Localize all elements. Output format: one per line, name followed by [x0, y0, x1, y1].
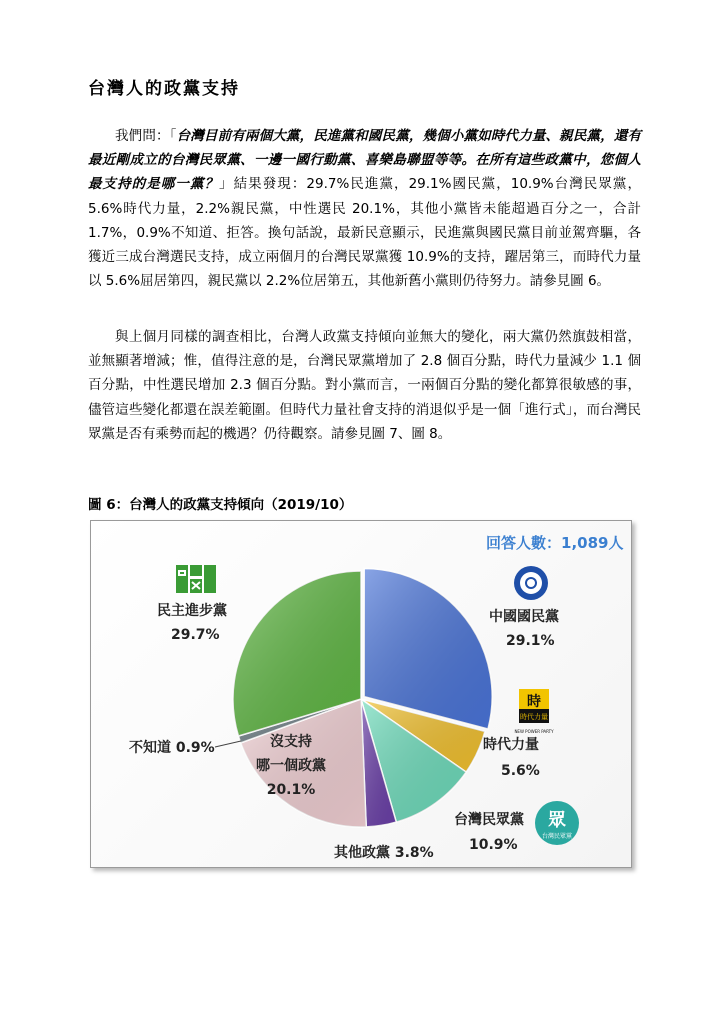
paragraph-1-results: 」結果發現：29.7%民進黨，29.1%國民黨，10.9%台灣民眾黨，5.6%時代力量，2.2%親民黨，中性選民 20.1%，其他小黨皆未能超過百分之一，合計 1.7%，0.9%不知道、拒答。換句話說，最新民意顯示，民進黨與國民黨目前並駕齊驅，各獲近三成台灣選民支持，成立兩個月的台灣民眾黨獲 10.9%的支持，躍居第三，而時代力量以 5.6%屈居第四，親民黨以 2.2%位居第五，其他新舊小黨則仍待努力。請參見圖 6。	[88, 176, 641, 290]
none-label-line1: 沒支持	[270, 734, 312, 750]
figure-caption: 圖 6：台灣人的政黨支持傾向（2019/10）	[88, 497, 353, 513]
kmt-percent: 29.1%	[506, 633, 555, 649]
dont-know-label: 不知道 0.9%	[129, 740, 215, 756]
respondent-count: 回答人數：1,089人	[486, 534, 624, 552]
tpp-logo-char: 眾	[548, 810, 566, 831]
tpp-logo	[535, 801, 579, 845]
pie-chart	[91, 521, 631, 867]
tpp-percent: 10.9%	[469, 837, 518, 853]
dont-know-leader-line	[215, 741, 241, 747]
paragraph-1	[88, 124, 641, 293]
tpp-logo-text: 台灣民眾黨	[541, 833, 573, 840]
npp-logo-sub: NEW POWER PARTY	[514, 729, 554, 734]
paragraph-1-lead: 我們問：「	[115, 128, 177, 144]
none-percent: 20.1%	[266, 782, 316, 798]
paragraph-2: 與上個月同樣的調查相比，台灣人政黨支持傾向並無大的變化，兩大黨仍然旗鼓相當，並無顯著增減；惟，值得注意的是，台灣民眾黨增加了 2.8 個百分點，時代力量減少 1.1 個百分點，中性選民增加 2.3 個百分點。對小黨而言，一兩個百分點的變化都算很敏感的事，儘管這些變化都還在誤差範圍。但時代力量社會支持的消退似乎是一個「進行式」，而台灣民眾黨是否有乘勢而起的機遇？仍待觀察。請參見圖 7、圖 8。	[88, 329, 641, 442]
npp-logo	[519, 689, 549, 723]
kmt-logo	[514, 566, 548, 600]
dpp-logo	[176, 565, 216, 593]
dpp-label: 民主進步黨	[157, 603, 227, 619]
none-label-line2: 哪一個政黨	[256, 758, 326, 774]
pie-chart-panel	[90, 520, 632, 868]
kmt-label: 中國國民黨	[489, 609, 559, 625]
survey-question: 台灣目前有兩個大黨，民進黨和國民黨，幾個小黨如時代力量、親民黨，還有最近剛成立的台灣民眾黨、一邊一國行動黨、喜樂島聯盟等等。在所有這些政黨中，您個人最支持的是哪一黨？	[88, 128, 642, 193]
dpp-percent: 29.7%	[171, 627, 220, 643]
tpp-label: 台灣民眾黨	[454, 812, 524, 828]
svg-text:時: 時	[527, 694, 541, 710]
npp-logo-text: 時代力量	[520, 713, 548, 721]
npp-percent: 5.6%	[501, 763, 540, 779]
other-party-label: 其他政黨 3.8%	[334, 845, 434, 861]
page-heading: 台灣人的政黨支持	[88, 79, 240, 99]
npp-label: 時代力量	[483, 737, 539, 753]
